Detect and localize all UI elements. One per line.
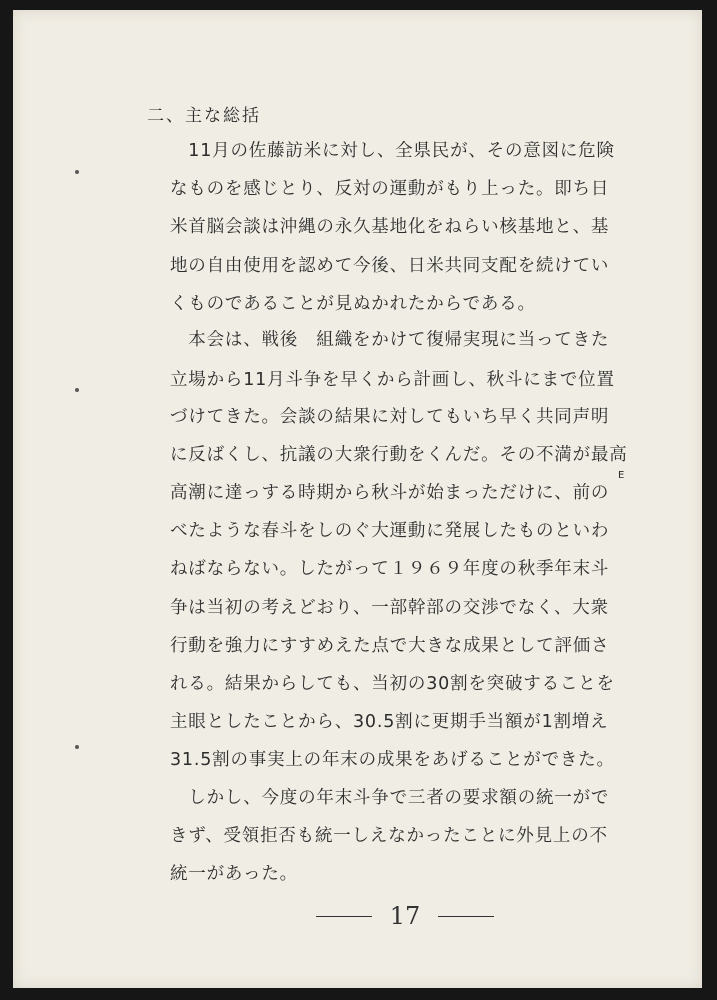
footer-dash — [438, 916, 494, 917]
text-line: 争は当初の考えどおり、一部幹部の交渉でなく、大衆 — [170, 598, 609, 618]
text-line: 31.5割の事実上の年末の成果をあげることができた。 — [170, 750, 615, 770]
text-line: れる。結果からしても、当初の30割を突破することを — [170, 674, 615, 694]
text-line: づけてきた。会談の結果に対してもいち早く共同声明 — [170, 407, 610, 427]
text-line: 主眼としたことから、30.5割に更期手当額が1割増え — [170, 712, 609, 732]
text-line: ねばならない。したがって１９６９年度の秋季年末斗 — [170, 559, 610, 579]
page-number: 17 — [389, 902, 421, 930]
text-line: 本会は、戦後 組織をかけて復帰実現に当ってきた — [170, 330, 610, 350]
text-line: 統一があった。 — [170, 864, 298, 884]
text-line: なものを感じとり、反対の運動がもり上った。即ち日 — [170, 179, 610, 199]
text-line: 行動を強力にすすめえた点で大きな成果として評価さ — [170, 636, 610, 656]
text-line: 立場から11月斗争を早くから計画し、秋斗にまで位置 — [170, 370, 615, 390]
text-line: 高潮に達っする時期から秋斗が始まっただけに、前の — [170, 483, 610, 503]
text-line: べたような春斗をしのぐ大運動に発展したものといわ — [170, 521, 610, 541]
page-footer — [300, 902, 510, 930]
text-line: に反ばくし、抗議の大衆行動をくんだ。その不満が最高 — [170, 445, 628, 465]
section-heading: 二、主な総括 — [147, 106, 261, 126]
insertion-mark: E — [618, 470, 625, 481]
footer-dash — [316, 916, 372, 917]
text-line: きず、受領拒否も統一しえなかったことに外見上の不 — [170, 826, 608, 846]
text-line: 地の自由使用を認めて今後、日米共同支配を続けてい — [170, 256, 610, 276]
text-line: しかし、今度の年末斗争で三者の要求額の統一がで — [170, 788, 610, 808]
scan-frame-number: 7 — [692, 972, 699, 982]
text-line: 米首脳会談は沖縄の永久基地化をねらい核基地と、基 — [170, 217, 610, 237]
text-line: くものであることが見ぬかれたからである。 — [170, 294, 536, 314]
text-line: 11月の佐藤訪米に対し、全県民が、その意図に危険 — [170, 141, 615, 161]
